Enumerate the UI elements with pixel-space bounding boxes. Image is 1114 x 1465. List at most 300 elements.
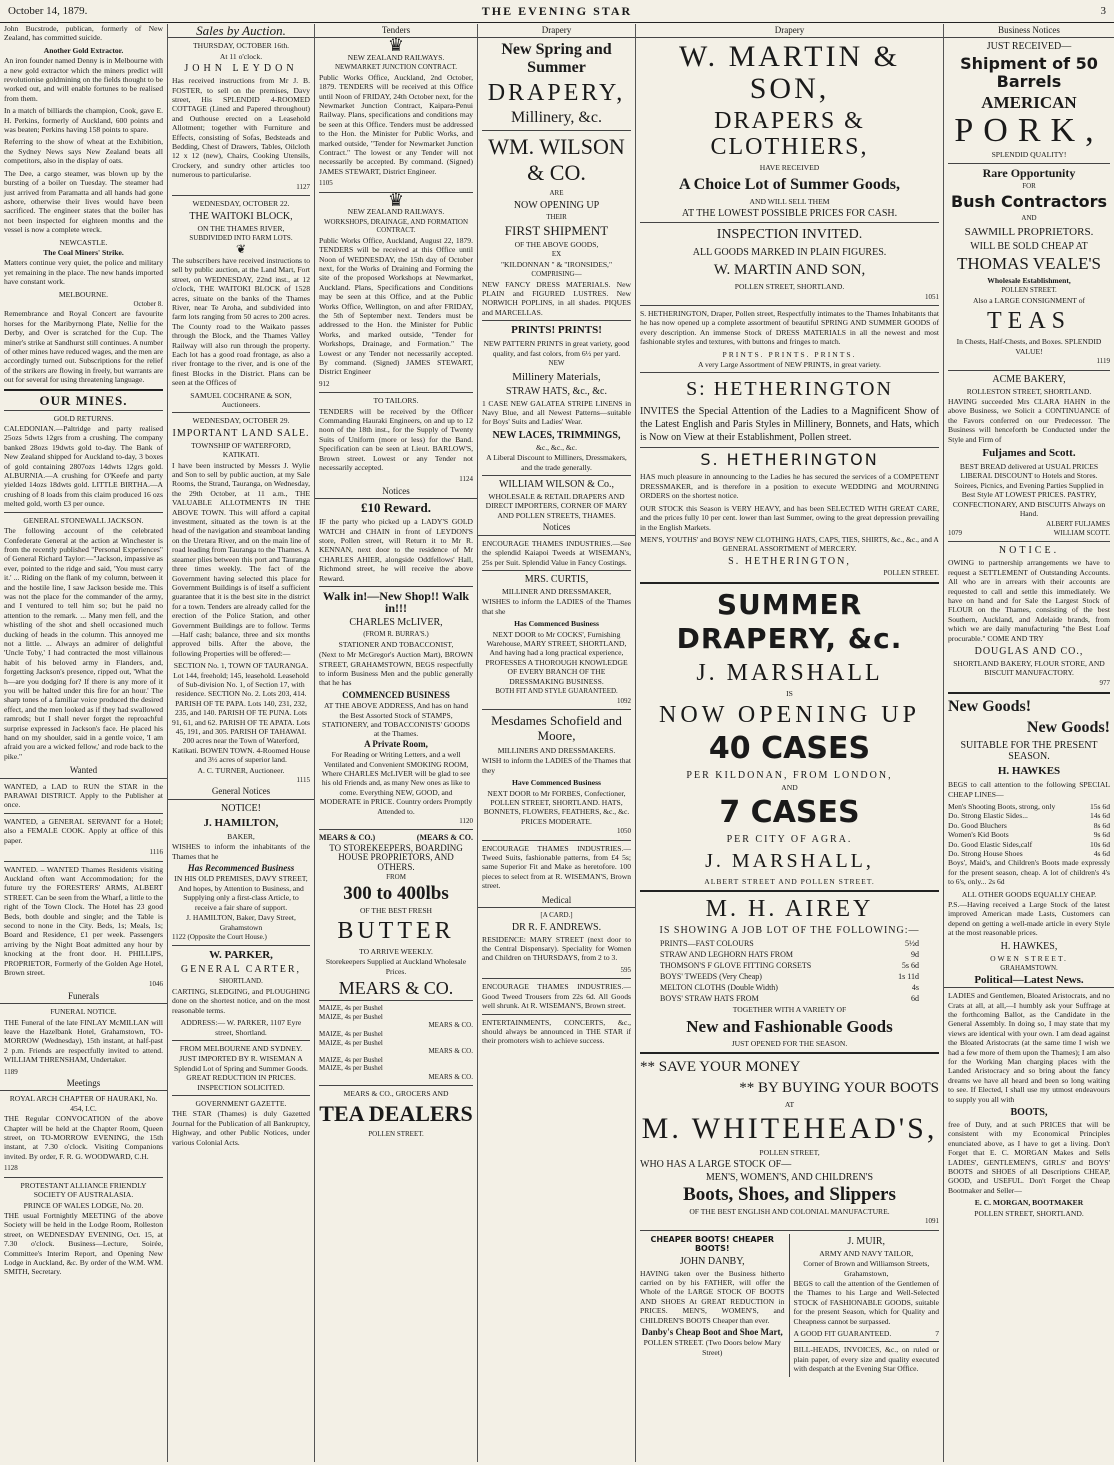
divider <box>172 1095 310 1096</box>
column-drapery-main <box>636 24 944 1462</box>
notice-text: BEST BREAD delivered at USUAL PRICES LIBERAL DISCOUNT to Hotels and Stores. Soirees, Picnics, and Evening Parties Supplied in Best Style AT LOWEST PRICES. PASTRY, CONFECTIONARY, AND BISCUITS Always on Hand. <box>952 462 1106 519</box>
notice-text: THEIR <box>546 213 567 221</box>
notice-text: ENTERTAINMENTS, CONCERTS, &c., should always be announced in THE STAR if their promoters wish to achieve success. <box>482 1017 631 1046</box>
notice-text: 1 CASE NEW GALATEA STRIPE LINENS in Navy Blue, and all Newest Patterns—suitable for Boys' Suits and Ladies' Wear. <box>482 398 631 427</box>
business-location: POLLEN STREET, SHORTLAND. <box>734 282 845 292</box>
notice-text: BILL-HEADS, INVOICES, &c., on ruled or plain paper, of every size and quality executed with despatch at the Evening Star Office. <box>793 1345 939 1374</box>
notice-signature: WILLIAM SCOTT. <box>1053 528 1110 537</box>
notice-text: JUST OPENED FOR THE SEASON. <box>731 1038 848 1048</box>
ad-number: 7 <box>935 1329 939 1339</box>
divider <box>319 586 473 587</box>
item-price: 9d <box>911 950 919 960</box>
reward-title: £10 Reward. <box>360 500 432 516</box>
notice-text: PER KILDONAN, FROM LONDON, <box>686 769 893 781</box>
column-auctions <box>168 24 315 1462</box>
news-para: Remembrance and Royal Concert are favourite horses for the Maribyrnong Plate, Nellie for the Derby, and Over is scratched for the Cup. The miner's strike at Sandhurst still continues. A number of other mines have reduced wages, and the men are accordingly turned out. Subscriptions for the relief of the strikers are flowing in freely, but warrants are out for several for using threatening language. <box>4 309 163 385</box>
business-location: POLLEN STREET. <box>1001 286 1057 295</box>
ad-number: 912 <box>319 379 330 388</box>
newspaper-title: THE EVENING STAR <box>481 4 633 18</box>
job-lot-item <box>660 971 919 982</box>
section-header: Notices <box>478 521 635 535</box>
reward-text: IF the party who picked up a LADY'S GOLD WATCH and CHAIN in front of LEYDON'S store, Pollen street, will Return it to Mr R. KENNAN, next door to the residence of Mr CHARLES AHIER, alongside Oddfellows' Hall, Richmond street, he will receive the above Reward. <box>319 517 473 583</box>
column-drapery-wilson <box>478 24 636 1462</box>
notice-title: NOTICE! <box>221 802 261 814</box>
item-price: 4s 6d <box>1093 849 1110 859</box>
tender-title: TO TAILORS. <box>373 396 419 406</box>
business-name: H. HAWKES, <box>1000 940 1058 952</box>
danby-ad <box>640 1234 790 1377</box>
business-location: Corner of Brown and Williamson Streets, Grahamstown, <box>803 1259 930 1278</box>
notice-text: WHO HAS A LARGE STOCK OF— <box>640 1158 792 1170</box>
property-title: IMPORTANT LAND SALE. <box>172 427 310 439</box>
maize-line: MAIZE, 4s per Bushel <box>319 1038 383 1047</box>
divider <box>640 222 939 223</box>
section-header: Meetings <box>0 1077 167 1091</box>
business-name: J. HAMILTON, <box>203 816 279 829</box>
ship-names: "KILDONNAN " & "IRONSIDES," <box>500 259 613 269</box>
notice-text: BOTH FIT AND STYLE GUARANTEED. <box>495 686 618 695</box>
item-price: 8s 6d <box>1093 820 1110 830</box>
business-name: J. MARSHALL <box>696 660 883 687</box>
tender-text: Public Works Office, Auckland, 2nd October, 1879. TENDERS will be received at this Office until Noon of FRIDAY, 24th October next, for the Newmarket Junction Contract, Kaipara-Penui Railway. Plans, specifications and conditions may be seen at this Office. Tenders must be addressed to the Hon. the Minister for Public Works, and marked outside, "Tender for Newmarket Junction Contract." The lowest or any Tender will not necessarily be accepted. By command. (Signed) JAMES STEWART, District Engineer. <box>319 72 473 176</box>
divider <box>482 978 631 979</box>
notice-text: FROM <box>386 873 406 882</box>
section-header: Political—Latest News. <box>944 974 1114 988</box>
ad-number: 1105 <box>319 179 333 188</box>
notice-highlight: A Private Room, <box>364 738 428 749</box>
business-trade: Wholesale Establishment, <box>987 276 1071 285</box>
notice-text: FOR <box>1022 181 1036 190</box>
business-location: POLLEN STREET, <box>759 1147 820 1157</box>
business-location: SHORTLAND. <box>219 977 263 986</box>
notice-highlight: FIRST SHIPMENT <box>504 222 609 238</box>
business-name: J. MUIR, <box>847 1235 885 1247</box>
business-trade: STATIONER AND TOBACCONIST, <box>338 639 454 649</box>
dateline-date: October 8. <box>133 299 163 308</box>
notice-text: AND <box>1021 214 1037 223</box>
pork-headline: PORK, <box>954 112 1104 150</box>
item-price: 4s <box>911 983 919 993</box>
section-header: Drapery <box>478 24 635 38</box>
business-name: W. MARTIN AND SON, <box>713 262 866 279</box>
notice-text: OF THE BEST ENGLISH AND COLONIAL MANUFACTURE. <box>689 1206 890 1216</box>
drapery-headline: Millinery, &c. <box>511 109 602 127</box>
property-title: THE WAITOKI BLOCK, <box>189 210 293 222</box>
section-header: Notices <box>315 485 477 499</box>
notice-title: FROM MELBOURNE AND SYDNEY. <box>179 1043 303 1053</box>
notice-text: NOW OPENING UP <box>513 200 600 211</box>
item-price: 14s 6d <box>1089 811 1110 821</box>
ad-number: 1091 <box>925 1217 939 1226</box>
business-name: ACME BAKERY, <box>992 373 1066 385</box>
maize-line: MEARS & CO. <box>428 1073 473 1081</box>
notice-highlight: Danby's Cheap Boot and Shoe Mart, <box>641 1327 783 1338</box>
item-price: 5s 6d <box>901 961 919 971</box>
classified-ad: WANTED, a LAD to RUN the STAR in the PARAWAI DISTRICT. Apply to the Publisher at once. <box>4 781 163 810</box>
divider <box>948 163 1110 164</box>
cheap-line <box>948 840 1110 849</box>
notice-text: TO ARRIVE WEEKLY. <box>359 947 433 957</box>
divider <box>948 541 1110 542</box>
notice-highlight: Shipment of 50 Barrels <box>960 54 1098 92</box>
business-name: Mesdames Schofield and Moore, <box>491 712 622 743</box>
divider <box>319 1000 473 1001</box>
cheap-line <box>948 811 1110 820</box>
tender-title: NEW ZEALAND RAILWAYS. <box>347 52 445 62</box>
notice-text: AND WILL SELL THEM <box>749 196 830 206</box>
item-name: BOYS' STRAW HATS FROM <box>660 994 759 1004</box>
section-header: Sales by Auction. <box>168 24 314 38</box>
notice-text: CARTING, SLEDGING, and PLOUGHING done on the shortest notice, and on the most reasonable terms. <box>172 986 310 1015</box>
notice-title: GOVERNMENT GAZETTE. <box>195 1098 287 1108</box>
business-name: WM. WILSON & CO. <box>488 134 625 186</box>
business-location: GRAHAMSTOWN. <box>1000 964 1058 973</box>
notice-signature: ALBERT FULJAMES <box>1046 519 1110 528</box>
notice-text: A very Large Assortment of NEW PRINTS, in great variety. <box>698 360 881 370</box>
job-lot-list <box>640 938 939 1004</box>
ad-number: 1128 <box>4 1164 18 1173</box>
notice-text: AND <box>781 782 798 792</box>
notice-text: THE STAR (Thames) is duly Gazetted Journal for the Publication of all Bankruptcy, Highway, and other Public Notices, under various Colonial Acts. <box>172 1109 310 1147</box>
boots-slogan: ** SAVE YOUR MONEY <box>640 1059 801 1076</box>
cheap-line <box>948 849 1110 858</box>
divider <box>4 410 163 411</box>
notice-text: [A CARD.] <box>540 911 573 920</box>
job-lot-item <box>660 982 919 993</box>
divider <box>482 475 631 476</box>
business-name: MRS. CURTIS, <box>524 573 589 585</box>
divider <box>319 1085 473 1086</box>
business-location: POLLEN STREET. <box>883 568 939 577</box>
notice-text: AT THE LOWEST POSSIBLE PRICES FOR CASH. <box>681 208 898 220</box>
item-name: MELTON CLOTHS (Double Width) <box>660 983 778 993</box>
notice-text: HAVE RECEIVED <box>759 163 820 173</box>
divider <box>948 370 1110 371</box>
drapery-headline: New Spring and Summer <box>501 41 612 77</box>
divider <box>794 1341 940 1342</box>
page-number: 3 <box>1100 5 1106 17</box>
divider <box>640 305 939 306</box>
news-heading: The Coal Miners' Strike. <box>43 247 124 257</box>
crest-icon: ♛ <box>387 189 405 210</box>
ad-headline: CHEAPER BOOTS! CHEAPER BOOTS! <box>650 1234 775 1254</box>
business-name: S: HETHERINGTON <box>686 378 893 401</box>
notice-highlight: Fuljames and Scott. <box>982 447 1076 460</box>
notice-text: WISH to inform the LADIES of the Thames that they <box>482 756 631 775</box>
divider <box>482 1014 631 1015</box>
business-name: CHARLES McLIVER, <box>349 617 443 629</box>
item-name: Do. Strong House Shoes <box>948 849 1023 859</box>
notice-text: SPLENDID QUALITY! <box>991 150 1067 160</box>
summer-drapery-headline: SUMMER DRAPERY, &c. <box>676 588 903 656</box>
notice-text: EX <box>551 250 562 258</box>
notice-title: PROTESTANT ALLIANCE FRIENDLY SOCIETY OF AUSTRALASIA. <box>20 1180 147 1200</box>
ad-number: 1127 <box>296 182 310 191</box>
notice-text: BEGS to call the attention of the Gentlemen of the Thames to his Large and Well-Selected STOCK of FASHIONABLE GOODS, suitable for the present Season, which for Quality and Cheapness cannot be surpassed. <box>793 1279 939 1326</box>
notice-text: ARE <box>549 189 564 198</box>
divider <box>640 582 939 584</box>
meeting-notice: THE usual Fortnightly MEETING of the above Society will be held in the Lodge Room, Rolleston street, on WEDNESDAY EVENING, Oct. 15, at 7.30 o'clock. Business—Lecture, Soirée, Committee's Interim Report, and Opening New Lodge in Auckland, &c. By order of the W.M. WM. SMITH, Secretary. <box>4 1210 163 1277</box>
auction-text: Has received instructions from Mr J. B. FOSTER, to sell on the premises, Davy street, His SPLENDID 4-ROOMED COTTAGE (Lined and Papered throughout) and Outhouse erected on a Leasehold Allotment; together with Furniture and Effects, consisting of Sofas, Bedsteads and Bedding, Chest of Drawers, Tables, Oilcloth 12 x 12 (new), Chairs, Cooking Utensils, Crockery, and sundry other articles too numerous to particularise. <box>172 76 310 180</box>
cheap-line <box>948 830 1110 839</box>
mears-banner <box>319 833 473 842</box>
item-price: 9s 6d <box>1093 830 1110 840</box>
item-name: BOYS' TWEEDS (Very Cheap) <box>660 972 762 982</box>
cheap-line <box>948 821 1110 830</box>
news-para: The following account of the celebrated Confederate General at the action at Winchester is from the recently published "Personal Experiences" of General Richard Taylor:—"Jackson, impassive as ever, pointed to the ridge and said, 'You must carry it.' ... Riding on the flank of my column, between it and the hostile line, I saw Jackson beside me. This was not the place for the commander of the army, and I ventured to tell him so; but he paid no attention to the remark. ... Many men fell, and the whistling of the shot and shell occasioned much ducking of heads in the column. This annoyed me not a little. ... Always an admirer of delightful 'Uncle Toby,' I had contracted the most villainous habit of his beloved army in Flanders, and, forgetting Jackson's presence, ripped out, 'What the h—are you dodging for? If there is any more of it you will be halted under this fire for an hour.' The sharp tones of a familiar voice produced the desired effect, and the men looked as if they had swallowed ramrods; but I shall never forget the reproachful surprise expressed in Jackson's face. He placed his hand on my shoulder, said in a gentle voice, 'I am afraid you are a wicked fellow,' and rode back to the pike." <box>4 526 163 761</box>
property-subtitle: TOWNSHIP OF WATERFORD, KATIKATI. <box>191 440 291 460</box>
notice-text: RESIDENCE: MARY STREET (next door to the Central Dispensary). Speciality for Women and Children on THURSDAYS, from 2 to 3. <box>482 934 631 963</box>
column-news <box>0 24 168 1462</box>
item-price: 15s 6d <box>1089 802 1110 811</box>
masthead <box>0 0 1114 23</box>
section-header: Tenders <box>315 24 477 38</box>
ad-number: 1050 <box>617 827 631 836</box>
notice-address: ADDRESS:— W. PARKER, 1107 Eyre street, Shortland. <box>180 1018 302 1037</box>
notice-text: P.S.—Having received a Large Stock of the latest improved American made Lasts, Customers can depend on getting a well-made article in every Style at the most reasonable prices. <box>948 900 1110 938</box>
notice-text: free of Duty, and at such PRICES that will be consistent with my Economical Principles enunciated above, as I have to get a living. Don't Forget that E. C. MORGAN Makes and Sells LADIES', GENTLEMEN'S, GIRLS' and BOYS' BOOTS and SHOES of all Descriptions CHEAP, GOOD, and USEFUL. Don't Forget the Cheap Bootmaker and Seller— <box>948 1119 1110 1195</box>
business-location: POLLEN STREET, SHORTLAND. <box>974 1208 1084 1218</box>
item-name: THOMSON'S F GLOVE FITTING CORSETS <box>660 961 812 971</box>
divider <box>4 1177 163 1178</box>
notice-text: NEW PATTERN PRINTS in great variety, good quality, and fast colors, from 6½ per yard. <box>483 339 630 358</box>
ad-number: 1189 <box>4 1067 18 1076</box>
notice-text: ENCOURAGE THAMES INDUSTRIES.—Good Tweed Trousers from 22s 6d. All Goods well shrunk. At R. WISEMAN'S, Brown street. <box>482 982 631 1011</box>
notice-text: HAVING taken over the Business hitherto carried on by his FATHER, will offer the Whole of the LARGE STOCK OF BOOTS AND SHOES At GREAT REDUCTION in PRICES. MEN'S, WOMEN'S, and CHILDREN'S BOOTS Cheaper than ever. <box>640 1268 785 1325</box>
section-title: OUR MINES. <box>39 392 128 408</box>
divider <box>4 813 163 814</box>
news-para: Matters continue very quiet, the police and military yet remaining in the place. The new hands imported have constant work. <box>4 258 163 287</box>
divider <box>4 389 163 391</box>
business-trade: BAKER, <box>227 831 255 841</box>
notice-text: NEXT DOOR to Mr FORBES, Confectioner, POLLEN STREET, SHORTLAND. HATS, BONNETS, FLOWERS, FEATHERS, &c., &c. PRICES MODERATE. <box>483 788 630 826</box>
new-goods-headline: New Goods! <box>948 698 1032 716</box>
property-subtitle: SUBDIVIDED INTO FARM LOTS. <box>189 233 293 242</box>
news-para: The Dee, a cargo steamer, was blown up by the bursting of a boiler on Tuesday. The steamer had just arrived from Paramatta and all hands had gone ashore, otherwise their lives would have been sacrificed. The engineer states that the boiler has not been inspected for eighteen months and the vessel is now a complete wreck. <box>4 168 163 235</box>
business-location: OWEN STREET. <box>990 953 1068 963</box>
notice-text: HAVING succeeded Mrs CLARA HAHN in the above Business, we Solicit a CONTINUANCE of the Favors conferred on our Predecessor. The Business will henceforth be Conducted under the Style and Firm of <box>948 397 1110 444</box>
notice-highlight: A Choice Lot of Summer Goods, <box>678 175 901 193</box>
business-name: W. PARKER, <box>209 949 273 962</box>
business-name: S. HETHERINGTON <box>700 450 879 470</box>
sale-date: WEDNESDAY, OCTOBER 22. <box>192 199 290 209</box>
notice-highlight: SAWMILL PROPRIETORS. <box>964 226 1094 238</box>
divider <box>172 945 310 946</box>
job-lot-item <box>660 993 919 1004</box>
ad-number: 1119 <box>1096 357 1110 366</box>
item-price: 1s 11d <box>898 972 919 982</box>
item-name: Men's Shooting Boots, strong, only <box>948 802 1056 811</box>
funeral-notice: THE Funeral of the late FINLAY McMILLAN will leave the Hazelbank Hotel, Grahamstown, TO-MORROW (Wednesday), 15th instant, at half-past 2 p.m. Friends are respectfully invited to attend. WILLIAM THRENSHAM, Undertaker. <box>4 1017 163 1065</box>
item-name: Do. Good Bluchers <box>948 820 1007 830</box>
drapery-headline: DRAPERY, <box>487 80 626 107</box>
business-location: ROLLESTON STREET, SHORTLAND. <box>966 386 1092 396</box>
maize-line: MAIZE, 4s per Bushel <box>319 1004 383 1013</box>
teas-headline: TEAS <box>987 308 1071 335</box>
notice-text: IS <box>786 689 793 699</box>
section-header: Business Notices <box>944 24 1114 38</box>
notice-highlight: INSPECTION INVITED. <box>716 227 863 243</box>
notice-text: OF THE BEST FRESH <box>359 905 433 915</box>
ad-number: 1046 <box>149 980 163 989</box>
notice-text: TO STOREKEEPERS, BOARDING HOUSE PROPRIETORS, AND OTHERS. <box>329 842 463 872</box>
auctioneer-name: SAMUEL COCHRANE & SON, Auctioneers. <box>190 390 292 409</box>
divider <box>172 1040 310 1041</box>
divider <box>172 412 310 413</box>
notice-text: S. HETHERINGTON, Draper, Pollen street, Respectfully intimates to the Thames Inhabitants that he has now opened up a complete assortment of beautiful SPRING AND SUMMER GOODS of every description. An immense Stock of DRESS MATERIALS in all the newest and most fashionable styles and textures, with buttons and fringes to match. <box>640 309 939 347</box>
maize-line: MAIZE, 4s per Bushel <box>319 1064 383 1073</box>
bottom-ads-row <box>640 1234 939 1377</box>
sig-line <box>948 529 1110 538</box>
item-name: Women's Kid Boots <box>948 830 1009 840</box>
notice-highlight: Millinery Materials, <box>512 370 601 383</box>
section-header: Funerals <box>0 990 167 1004</box>
ad-number: 977 <box>1099 678 1110 687</box>
section-header: Drapery <box>636 24 943 38</box>
sale-date: THURSDAY, OCTOBER 16th. <box>192 41 290 51</box>
ad-number: 1120 <box>459 817 473 825</box>
butter-weight: 300 to 400lbs <box>343 882 449 904</box>
property-subtitle: ON THE THAMES RIVER, <box>197 223 285 233</box>
notice-highlight: AMERICAN <box>981 93 1077 113</box>
notice-text: &c., &c., &c. <box>535 442 578 452</box>
notice-text: STRAW HATS, &c., &c. <box>506 385 607 397</box>
auctioneer-name: JOHN LEYDON <box>184 63 298 75</box>
tender-title: NEW ZEALAND RAILWAYS. <box>347 207 445 217</box>
notice-text: SHORTLAND BAKERY, FLOUR STORE, AND BISCUIT MANUFACTORY. <box>953 658 1105 678</box>
news-para: CALEDONIAN.—Paltridge and party realised 25ozs 5dwts 12grs from a crushing. The company banked 28ozs 19dwts gold to-day. The Bank of New Zealand shipped for Auckland to-day, 3 boxes of gold containing 2807ozs 14dwts 12grs gold. ALBURNIA.—A crushing for O'Keefe and party yielded 14ozs 18dwts gold. LITTLE BIRTHA.—A crushing of 8 loads from this claim produced 16 ozs melted gold, worth £3 per ounce. <box>4 424 163 509</box>
notice-highlight: ALL OTHER GOODS EQUALLY CHEAP. <box>961 889 1097 899</box>
notice-text: WISHES to inform the LADIES of the Thames that she <box>482 597 631 616</box>
sub-heading: GENERAL STONEWALL JACKSON. <box>23 515 144 525</box>
maize-line: MEARS & CO. <box>428 1047 473 1056</box>
business-location: ALBERT STREET AND POLLEN STREET. <box>704 876 875 886</box>
notice-title: NOTICE. <box>998 545 1060 557</box>
ad-number: 1122 (Opposite the Court House.) <box>172 932 267 941</box>
cheap-lines-list <box>948 802 1110 858</box>
item-name: PRINTS—FAST COLOURS <box>660 939 754 949</box>
notice-text: MEN'S, WOMEN'S, AND CHILDREN'S <box>705 1171 874 1183</box>
business-name: E. C. MORGAN, BOOTMAKER <box>974 1198 1084 1208</box>
business-name: S. HETHERINGTON, <box>728 555 851 567</box>
divider <box>172 195 310 196</box>
cheap-line <box>948 802 1110 811</box>
notice-text: OF THE ABOVE GOODS, <box>514 239 599 249</box>
maize-list <box>319 1004 473 1081</box>
business-trade: ARMY AND NAVY TAILOR, <box>819 1248 914 1258</box>
business-name: H. HAWKES <box>997 765 1061 778</box>
divider <box>640 890 939 892</box>
notice-highlight: Has Recommenced Business <box>187 863 295 874</box>
butter-headline: BUTTER <box>337 918 455 945</box>
section-header: General Notices <box>168 785 314 799</box>
mears-label: (MEARS & CO. <box>416 833 473 843</box>
item-name: Do. Good Elastic Sides,calf <box>948 839 1033 849</box>
notice-text: TOGETHER WITH A VARIETY OF <box>732 1005 847 1015</box>
notice-text: Also a LARGE CONSIGNMENT of <box>972 296 1086 305</box>
business-name: MEARS & CO., GROCERS AND <box>343 1088 449 1098</box>
business-name: WILLIAM WILSON & Co., <box>498 479 615 491</box>
business-trade: GENERAL CARTER, <box>180 964 302 976</box>
ad-number: 1116 <box>149 848 163 857</box>
item-price: 6d <box>911 994 919 1004</box>
business-note: (FROM R. BURRA'S.) <box>363 630 429 639</box>
notice-text: MEN'S, YOUTHS' and BOYS' NEW CLOTHING HATS, CAPS, TIES, SHIRTS, &c., &c., and A GENERAL ASSORTMENT of MERCERY. <box>640 534 939 554</box>
sale-time: At 11 o'clock. <box>219 51 263 61</box>
divider <box>640 447 939 448</box>
ad-number: 595 <box>620 965 631 974</box>
notice-text: LADIES and Gentlemen, Bloated Aristocrats, and no Crats at all, at all,—I humbly ask your Suffrage at the forthcoming Ballot, as the Candidate in the General Assembly. In doing so, I may state that my views are identical with your own. I am dead against the Bloated Aristocrats (at the same time I wish we had a few more of them upon the Thames); I am also for the Working Man charging places with the Landed Aristocracy and so bring about the fancy dreams we have all heard and been so long waiting to see. If Elected, I shall use my utmost endeavours to supply you all with <box>948 991 1110 1104</box>
ornament-icon: ❦ <box>235 241 247 256</box>
lots-list: SECTION No. 1, TOWN OF TAURANGA. Lot 144, freehold; 145, leasehold. Leasehold of Sub-division No. 1, of Section 17, with residence. SECTION No. 2. Lots 203, 414. PARISH OF TE PAPA. Lots 140, 231, 232, 235, and 140. PARISH OF TE PUNA. Lots 91, 61, and 62. PARISH OF TE APATA. Lots 45, 191, and 305. PARISH OF TAHAWAI. 200 acres near the Town of Waterford, Katikati. BOWEN TOWN. 4-Roomed House and 3½ acres of superior land. <box>172 661 310 765</box>
notice-highlight: PRINTS! PRINTS! <box>511 324 602 337</box>
notice-text: BEGS to call attention to the following SPECIAL CHEAP LINES— <box>948 780 1110 799</box>
tender-subtitle: WORKSHOPS, DRAINAGE, AND FORMATION CONTRACT. <box>323 217 469 235</box>
divider <box>4 512 163 513</box>
notice-text: WISHES to inform the inhabitants of the Thames that he <box>172 842 310 861</box>
meeting-notice: THE Regular CONVOCATION of the above Chapter will be held at the Chapter Room, Queen street, on TO-MORROW EVENING, the 15th instant, at 7.30 o'clock. Visiting Companions invited. By order, F. R. G. WOODWARD, C.H. <box>4 1114 163 1161</box>
cases-count: 40 CASES <box>708 730 871 766</box>
notice-title: FUNERAL NOTICE. <box>50 1007 117 1017</box>
sub-heading: GOLD RETURNS. <box>53 413 114 423</box>
notice-text: ENCOURAGE THAMES INDUSTRIES.—See the splendid Kaiapoi Tweeds at WISEMAN's, 25s per Suit. Splendid Value in Fancy Costings. <box>482 538 631 567</box>
business-name: W. MARTIN & SON, <box>679 40 900 106</box>
mears-label: MEARS & CO.) <box>319 833 376 843</box>
notice-text: AT <box>784 1100 795 1110</box>
goods-list: NEW FANCY DRESS MATERIALS. New PLAIN and FIGURED LUSTRES. New NORWICH POPLINS, in all shades. PIQUES and MARCELLAS. <box>482 279 631 317</box>
maize-line: MEARS & CO. <box>428 1021 473 1030</box>
maize-line: MAIZE, 4s per Bushel <box>319 1012 383 1021</box>
notice-text: WHOLESALE & RETAIL DRAPERS AND DIRECT IMPORTERS, CORNER OF MARY AND POLLEN STREETS, THAMES. <box>485 492 628 520</box>
notice-highlight: Have Commenced Business <box>511 778 601 788</box>
business-location: POLLEN STREET. (Two Doors below Mary Street) <box>643 1338 781 1357</box>
business-trade: MILLINERS AND DRESSMAKERS. <box>497 745 616 755</box>
fit-line <box>794 1329 940 1338</box>
notice-text: Storekeepers Supplied at Auckland Wholesale Prices. <box>325 957 467 976</box>
notice-text: INVITES the Special Attention of the Ladies to a Magnificent Show of the Latest English and Paris Styles in Millinery, Bonnets, and Hats, which is Now on View at their Establishment, Pollen street. <box>640 406 939 444</box>
dateline: NEWCASTLE. <box>59 237 108 247</box>
auction-text: The subscribers have received instructions to sell by public auction, at the Land Mart, Fort street, on WEDNESDAY, 22nd inst., at 12 o'clock, THE WAITOKI BLOCK of 1528 acres, situate on the banks of the Thames River, near Te Aroha, and subdivided into farm lots ranging from 50 acres to 200 acres. The County road to the Waikato passes through the Block, and the Thames Valley Railway will also run through the property. Each lot has a good road frontage, as also a river frontage to the river, and is one of the finest Blocks in the District. Plans can be seen at the Offices of <box>172 255 310 388</box>
notice-text: Boys', Maid's, and Children's Boots made expressly for the present season, cheap. A lot of children's 4's to 6's, only... 2s 6d <box>948 858 1110 887</box>
divider <box>482 570 631 571</box>
classified-ad: WANTED. – WANTED Thames Residents visiting Auckland often want Accommodation; for the future try the FORESTERS' ARMS, ALBERT STREET. Can be seen from the Wharf, a little to the right of the Town Clock. The Hotel has 23 good Beds, both double and single; and the Table is second to none in the City. Beds, 1s; Meals, 1s; Board and Residence, £1 per week. Passengers arriving by the Night Boat admitted any hour by knocking at the front door. H. PHILLIPS, PROPRIETOR, Formerly of the Golden Age Hotel, Brown street. <box>4 864 163 977</box>
notice-text: (Next to Mr McGregor's Auction Mart), BROWN STREET, GRAHAMSTOWN, BEGS respectfully to inform Business Men and the public generally that he has <box>319 650 473 688</box>
divider <box>640 1230 939 1231</box>
column-business <box>944 24 1114 1462</box>
divider <box>640 1052 939 1054</box>
business-name: DR R. F. ANDREWS. <box>511 921 602 933</box>
notice-highlight: Has Commenced Business <box>514 619 599 629</box>
notice-text: NEXT DOOR to Mr COCKS', Furnishing Warehouse, MARY STREET, SHORTLAND, And having had a long practical experience, PROFESSES A THOROUGH KNOWLEDGE OF EVERY BRANCH OF THE DRESSMAKING BUSINESS. <box>485 629 628 686</box>
notice-text: OUR STOCK this Season is VERY HEAVY, and has been SELECTED WITH GREAT CARE, and the prices fully 10 per cent. lower than last Summer, owing to the great depression prevailing in the English Markets. <box>640 503 939 532</box>
news-para: John Bucstrode, publican, formerly of New Zealand, has committed suicide. <box>4 24 163 43</box>
business-name: JOHN DANBY, <box>679 1255 745 1267</box>
auction-text: I have been instructed by Messrs J. Wylie and Son to sell by public auction, at my Sale Rooms, the Strand, Tauranga, on Wednesday, the 29th October, at 11 a.m., THE VALUABLE ALLOTMENTS IN THE ABOVE TOWN. This will afford a capital investment, situated as the town is at the head of the navigation and steamboat landing on the Uretara River, and on the main line of road leading from Tauranga to the Thames. A steamer plies between this port and Tauranga three times weekly. The fact of the Government having selected this place for Government Buildings is of itself a sufficient guarantee that it is the best site in the district for a town. Tenders are already called for the erection of the Police Station, and other Government Buildings are to follow. Terms—Half cash; balance, three and six months approved bills. After the above, the following Properties will be offered:— <box>172 460 310 658</box>
job-lot-item <box>660 938 919 949</box>
notice-text: AT THE ABOVE ADDRESS, And has on hand the Best Assorted Stock of STAMPS, STATIONERY, and TOBACCONISTS' GOODS at the Thames. <box>321 701 470 739</box>
business-name: J. MARSHALL, <box>705 849 874 872</box>
notice-text: PER CITY OF AGRA. <box>726 833 853 845</box>
notice-highlight: PRINTS. PRINTS. PRINTS. <box>722 349 857 359</box>
notice-text: A GOOD FIT GUARANTEED. <box>793 1329 892 1339</box>
notice-text: For Reading or Writing Letters, and a well Ventilated and Convenient SMOKING ROOM, Where CHARLES McLIVER will be glad to see his old Friends and, as many New ones as like to come. Everything NEW, GOOD, and MODERATE in PRICE. Country orders Promptly Attended to. <box>319 750 473 816</box>
item-price: 5½d <box>905 939 919 949</box>
news-para: In a match of billiards the champion, Cook, gave E. H. Perkins, formerly of Auckland, 600 points and was beaten; Perkins having 158 points to spare. <box>4 106 163 135</box>
dateline: MELBOURNE. <box>58 289 109 299</box>
notice-text: IN HIS OLD PREMISES, DAVY STREET, And hopes, by Attention to Business, and Supplying only a first-class Article, to receive a fair share of support. <box>174 874 308 912</box>
notice-text: JUST RECEIVED— <box>986 41 1072 53</box>
notice-highlight: NOW OPENING UP <box>659 701 920 728</box>
